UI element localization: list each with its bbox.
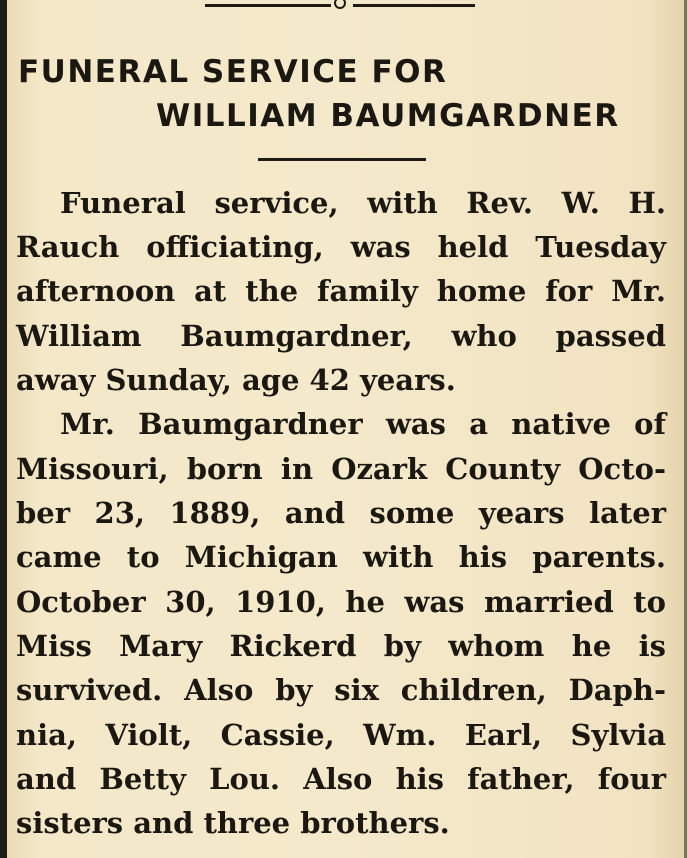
top-ornament-divider xyxy=(205,0,475,14)
body-line: Mr. Baumgardner was a native of xyxy=(60,407,666,441)
body-line: and Betty Lou. Also his father, four xyxy=(16,762,666,796)
body-line: away Sunday, age 42 years. xyxy=(16,363,456,397)
body-line: afternoon at the family home for Mr. xyxy=(16,274,666,308)
body-line: William Baumgardner, who passed xyxy=(16,319,666,353)
body-line: sisters and three brothers. xyxy=(16,806,450,840)
body-line: Miss Mary Rickerd by whom he is xyxy=(16,629,666,663)
ornament-line-right xyxy=(353,4,475,7)
body-line: October 30, 1910, he was married to xyxy=(16,585,666,619)
body-line: Rauch officiating, was held Tuesday xyxy=(16,230,666,264)
headline-rule xyxy=(258,158,426,161)
body-line: Missouri, born in Ozark County Octo- xyxy=(16,452,666,486)
body-line: ber 23, 1889, and some years later xyxy=(16,496,666,530)
body-line: came to Michigan with his parents. xyxy=(16,540,666,574)
body-line: nia, Violt, Cassie, Wm. Earl, Sylvia xyxy=(16,718,666,752)
headline-line-2: WILLIAM BAUMGARDNER xyxy=(156,98,620,134)
clipping-left-border xyxy=(0,0,7,858)
body-line: survived. Also by six children, Daph- xyxy=(16,673,666,707)
headline-line-1: FUNERAL SERVICE FOR xyxy=(18,54,448,90)
body-line: Funeral service, with Rev. W. H. xyxy=(60,186,666,220)
ornament-ring xyxy=(334,0,346,9)
ornament-line-left xyxy=(205,4,331,7)
